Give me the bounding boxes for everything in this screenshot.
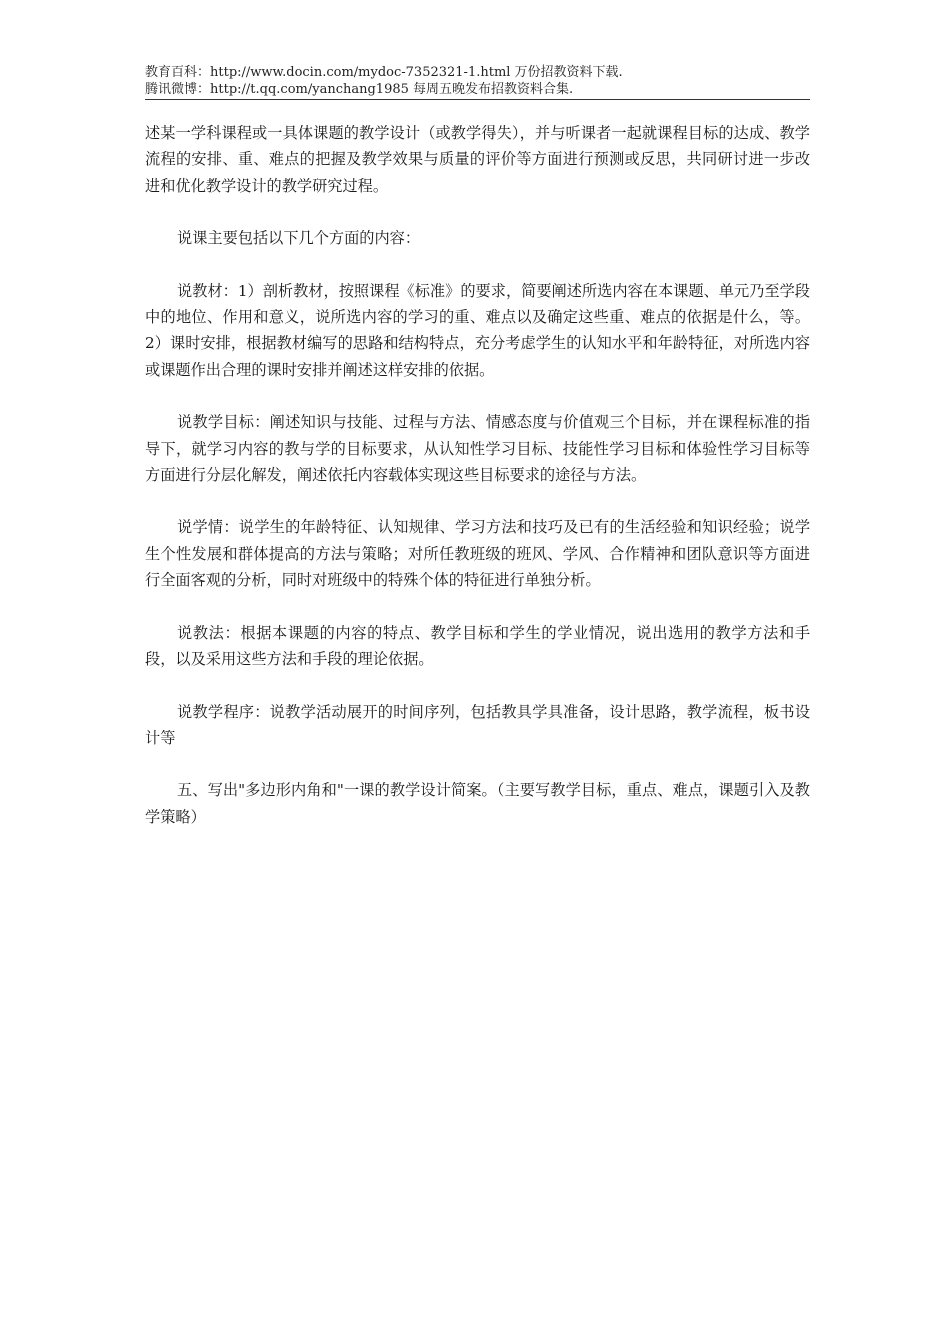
header-line-docin: 教育百科：http://www.docin.com/mydoc-7352321-1.html 万份招教资料下载. xyxy=(145,65,623,80)
paragraph-overview: 说课主要包括以下几个方面的内容： xyxy=(177,229,420,248)
paragraph-teaching-method: 说教法：根据本课题的内容的特点、教学目标和学生的学业情况，说出选用的教学方法和手段，以及采用这些方法和手段的理论依据。 xyxy=(145,623,810,669)
paragraph-student-situation: 说学情：说学生的年龄特征、认知规律、学习方法和技巧及已有的生活经验和知识经验；说学生个性发展和群体提高的方法与策略；对所任教班级的班风、学风、合作精神和团队意识等方面进行全面客观的分析，同时对班级中的特殊个体的特征进行单独分析。 xyxy=(145,518,810,590)
document-page xyxy=(145,64,810,856)
paragraph-question-five: 五、写出"多边形内角和"一课的教学设计简案。（主要写教学目标，重点、难点，课题引入及教学策略） xyxy=(145,781,810,826)
document-body xyxy=(145,120,810,830)
paragraph-teaching-goals: 说教学目标：阐述知识与技能、过程与方法、情感态度与价值观三个目标，并在课程标准的指导下，就学习内容的教与学的目标要求，从认知性学习目标、技能性学习目标和体验性学习目标等方面进行分层化解发，阐述依托内容载体实现这些目标要求的途径与方法。 xyxy=(145,413,810,485)
paragraph-textbook: 说教材：1）剖析教材，按照课程《标准》的要求，简要阐述所选内容在本课题、单元乃至学段中的地位、作用和意义，说所选内容的学习的重、难点以及确定这些重、难点的依据是什么，等。2）课时安排，根据教材编写的思路和结构特点，充分考虑学生的认知水平和年龄特征，对所选内容或课题作出合理的课时安排并阐述这样安排的依据。 xyxy=(145,281,810,379)
header-line-weibo: 腾讯微博：http://t.qq.com/yanchang1985 每周五晚发布招教资料合集. xyxy=(145,82,574,97)
paragraph-intro-continuation: 述某一学科课程或一具体课题的教学设计（或教学得失），并与听课者一起就课程目标的达成、教学流程的安排、重、难点的把握及教学效果与质量的评价等方面进行预测或反思，共同研讨进一步改进和优化教学设计的教学研究过程。 xyxy=(145,124,810,195)
paragraph-teaching-procedure: 说教学程序：说教学活动展开的时间序列，包括教具学具准备，设计思路，教学流程，板书设计等 xyxy=(145,702,810,747)
page-header xyxy=(145,64,810,100)
